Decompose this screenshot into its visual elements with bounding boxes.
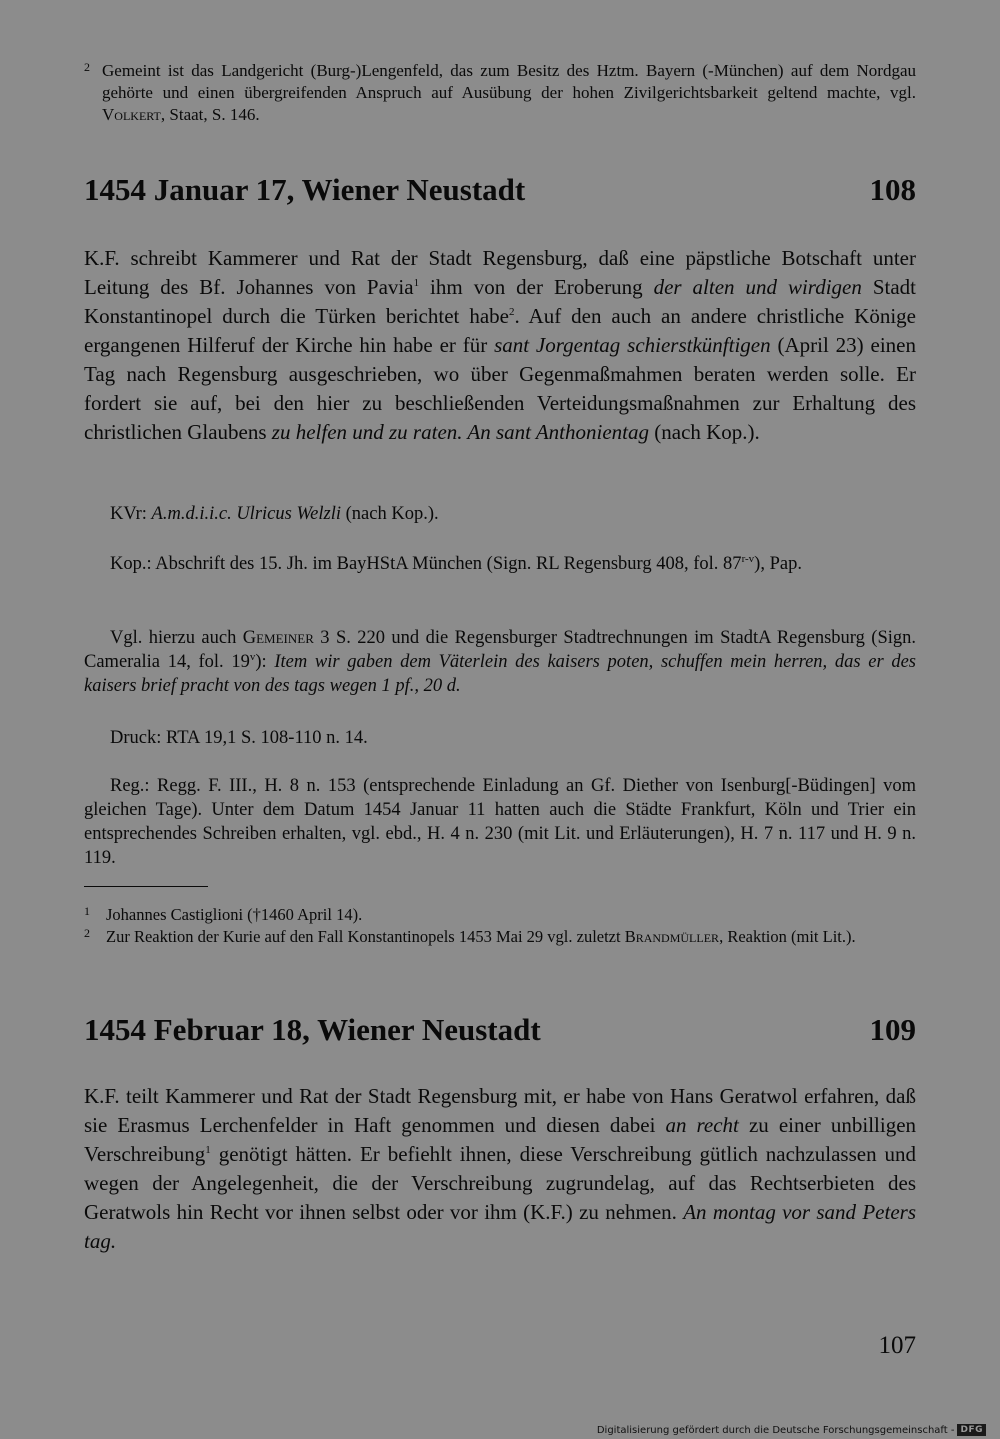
entry-date-place: 1454 Januar 17, Wiener Neustadt xyxy=(84,172,526,207)
page-number: 107 xyxy=(878,1332,916,1359)
digitization-credit: Digitalisierung gefördert durch die Deutsche Forschungsgemeinschaft - DFG xyxy=(597,1424,986,1436)
top-footnote xyxy=(84,60,916,126)
footnotes-108 xyxy=(84,904,916,948)
footnote-number: 2 xyxy=(84,60,90,74)
entry-summary-108: K.F. schreibt Kammerer und Rat der Stadt Regensburg, daß eine päpstliche Botschaft unter Leitung des Bf. Johannes von Pavia$^1$ ihm von der Eroberung der alten und wirdigen Stadt Konstantinopel durch die Türken berichtet habe$^2$. Auf den auch an andere christliche Könige ergangenen Hilferuf der Kirche hin habe er für sant Jorgentag schierstkünftigen (April 23) einen Tag nach Regensburg ausgeschrieben, wo über Gegenmaßmahmen beraten werden solle. Er fordert sie auf, bei den hier zu beschließenden Verteidungsmaßnahmen zur Erhaltung des christlichen Glaubens zu helfen und zu raten. An sant Anthonientag (nach Kop.). xyxy=(84,246,917,444)
reference-note: Vgl. hierzu auch Gemeiner 3 S. 220 und die Regensburger Stadtrechnungen im StadtA Regensburg (Sign. Cameralia 14, fol. 19$^v$): Item wir gaben dem Väterlein des kaisers poten, schuffen mein herren, das er des kaisers brief pracht von des tags wegen 1 pf., 20 d. xyxy=(84,628,916,696)
entry-number: 109 xyxy=(869,1012,916,1047)
footnote-item: 1 Johannes Castiglioni (†1460 April 14). xyxy=(84,904,363,924)
kvr-note: KVr: A.m.d.i.i.c. Ulricus Welzli (nach Kop.). xyxy=(110,504,439,524)
footnote-item: 2 Zur Reaktion der Kurie auf den Fall Konstantinopels 1453 Mai 29 vgl. zuletzt Brandmüller, Reaktion (mit Lit.). xyxy=(84,926,856,946)
author-name: Volkert xyxy=(102,105,161,124)
copy-note: Kop.: Abschrift des 15. Jh. im BayHStA München (Sign. RL Regensburg 408, fol. 87$^{r-v}$), Pap. xyxy=(110,552,802,574)
entry-summary-109: K.F. teilt Kammerer und Rat der Stadt Regensburg mit, er habe von Hans Geratwol erfahren, daß sie Erasmus Lerchenfelder in Haft genommen und diesen dabei an recht zu einer unbilligen Verschreibung$^1$ genötigt hätten. Er befiehlt ihnen, diese Verschreibung gütlich nachzulassen und wegen der Angelegenheit, die der Verschreibung zugrundelag, auf das Rechtserbieten des Geratwols hin Recht vor ihnen selbst oder vor ihm (K.F.) zu nehmen. An montag vor sand Peters tag. xyxy=(84,1084,917,1253)
footnote-ref: 1 xyxy=(413,277,420,289)
footnote-ref: 2 xyxy=(508,306,515,318)
regest-note: Reg.: Regg. F. III., H. 8 n. 153 (entsprechende Einladung an Gf. Diether von Isenburg[-Büdingen] vom gleichen Tage). Unter dem Datum 1454 Januar 11 hatten auch die Städte Frankfurt, Köln und Trier ein entsprechendes Schreiben erhalten, vgl. ebd., H. 4 n. 230 (mit Lit. und Erläuterungen), H. 7 n. 117 und H. 9 n. 119. xyxy=(84,776,916,868)
footnote-text: Gemeint ist das Landgericht (Burg-)Lengenfeld, das zum Besitz des Hztm. Bayern (-München) auf dem Nordgau gehörte und einen übergreifenden Anspruch auf Ausübung der hohen Zivilgerichtsbarkeit geltend machte, vgl. Volkert, Staat, S. 146. xyxy=(102,61,916,124)
dfg-logo: DFG xyxy=(957,1424,986,1436)
footnote-ref: 1 xyxy=(205,1144,211,1156)
print-note: Druck: RTA 19,1 S. 108-110 n. 14. xyxy=(110,728,368,748)
footnote-divider xyxy=(84,886,208,887)
entry-heading-109 xyxy=(84,1012,916,1048)
entry-date-place: 1454 Februar 18, Wiener Neustadt xyxy=(84,1012,541,1047)
entry-heading-108 xyxy=(84,172,916,208)
entry-number: 108 xyxy=(869,172,916,207)
